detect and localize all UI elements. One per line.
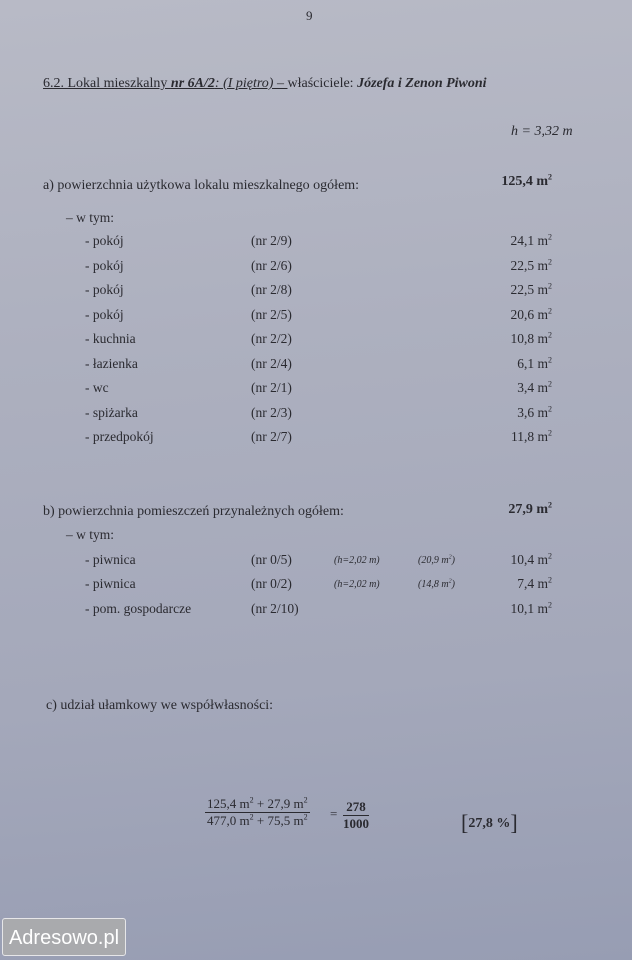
room-number: (nr 0/2) — [251, 576, 292, 591]
share-percent: [27,8 %] — [461, 810, 518, 835]
result-numerator: 278 — [343, 799, 369, 816]
heading-colon: : — [214, 76, 224, 91]
room-name: - pom. gospodarcze — [85, 601, 192, 616]
room-number: (nr 2/3) — [251, 405, 292, 420]
room-name: - łazienka — [85, 356, 138, 371]
room-name: - piwnica — [85, 552, 136, 567]
room-name: - pokój — [85, 282, 124, 297]
room-original-area: (20,9 $m^2$) — [418, 554, 455, 566]
room-height: (h=2,02 m) — [334, 555, 380, 566]
room-number: (nr 2/7) — [251, 429, 292, 444]
room-name: - pokój — [85, 307, 124, 322]
unit-heading — [43, 76, 487, 92]
room-row — [0, 552, 632, 572]
section-b-total-value: 27,9 m — [508, 502, 548, 517]
room-row — [0, 429, 632, 449]
room-height: (h=2,02 m) — [334, 579, 380, 590]
room-row — [0, 576, 632, 596]
room-name: - kuchnia — [85, 331, 136, 346]
room-row — [0, 601, 632, 621]
room-name: - wc — [85, 380, 109, 395]
section-b-including: – w tym: — [66, 527, 115, 542]
room-number: (nr 2/8) — [251, 282, 292, 297]
room-area: 22,5 $m^2$ — [510, 281, 552, 297]
exponent: 2 — [548, 172, 552, 182]
room-number: (nr 2/1) — [251, 380, 292, 395]
section-a-title: a) powierzchnia użytkowa lokalu mieszkalnego ogółem: — [43, 178, 360, 193]
room-number: (nr 2/6) — [251, 258, 292, 273]
room-height: h = 3,32 m — [511, 124, 573, 139]
heading-floor: (I piętro) — [223, 76, 274, 91]
equals-sign: = — [330, 806, 338, 821]
room-area: 20,6 $m^2$ — [510, 306, 552, 322]
room-area: 7,4 $m^2$ — [517, 575, 552, 591]
room-name: - przedpokój — [85, 429, 154, 444]
heading-prefix: 6.2. Lokal mieszkalny — [43, 76, 171, 91]
room-area: 3,6 $m^2$ — [517, 404, 552, 420]
fraction-denominator: 477,0 $m^2 + 75,5$ $m^2$ — [207, 812, 308, 828]
room-area: 11,8 $m^2$ — [511, 428, 552, 444]
heading-dash: – — [273, 76, 288, 91]
room-area: 10,4 $m^2$ — [510, 551, 552, 567]
heading-owners-label: właściciele: — [287, 76, 358, 91]
percent-value: 27,8 % — [468, 816, 511, 831]
exponent: 2 — [548, 500, 552, 510]
room-area: 22,5 $m^2$ — [510, 257, 552, 273]
fraction-numerator: 125,4 $m^2 + 27,9$ $m^2$ — [207, 795, 308, 811]
room-name: - pokój — [85, 258, 124, 273]
result-denominator: 1000 — [343, 816, 369, 831]
section-b-title: b) powierzchnia pomieszczeń przynależnych ogółem: — [43, 504, 344, 519]
room-row — [0, 282, 632, 302]
section-a-including: – w tym: — [66, 210, 115, 225]
room-number: (nr 2/5) — [251, 307, 292, 322]
section-b-total — [508, 502, 552, 518]
room-area: 10,1 $m^2$ — [510, 600, 552, 616]
heading-owners: Józefa i Zenon Piwoni — [357, 76, 487, 91]
heading-unit-number: nr 6A/2 — [170, 76, 215, 91]
room-row — [0, 356, 632, 376]
room-name: - pokój — [85, 233, 124, 248]
room-area: 24,1 $m^2$ — [510, 232, 552, 248]
room-row — [0, 258, 632, 278]
room-original-area: (14,8 $m^2$) — [418, 578, 455, 590]
room-row — [0, 331, 632, 351]
room-name: - spiżarka — [85, 405, 138, 420]
room-number: (nr 2/10) — [251, 601, 299, 616]
room-row — [0, 307, 632, 327]
section-c-title: c) udział ułamkowy we współwłasności: — [46, 698, 274, 713]
room-area: 3,4 $m^2$ — [517, 379, 552, 395]
room-row — [0, 380, 632, 400]
room-row — [0, 405, 632, 425]
room-number: (nr 2/9) — [251, 233, 292, 248]
share-fraction — [205, 796, 310, 829]
share-result — [343, 799, 369, 832]
room-number: (nr 2/4) — [251, 356, 292, 371]
room-row — [0, 233, 632, 253]
watermark-logo: Adresowo.pl — [2, 918, 126, 956]
room-area: 10,8 $m^2$ — [510, 330, 552, 346]
room-number: (nr 0/5) — [251, 552, 292, 567]
room-area: 6,1 $m^2$ — [517, 355, 552, 371]
room-name: - piwnica — [85, 576, 136, 591]
page-number: 9 — [306, 8, 313, 23]
section-a-total-value: 125,4 m — [501, 174, 548, 189]
section-a-total — [501, 174, 552, 190]
room-number: (nr 2/2) — [251, 331, 292, 346]
